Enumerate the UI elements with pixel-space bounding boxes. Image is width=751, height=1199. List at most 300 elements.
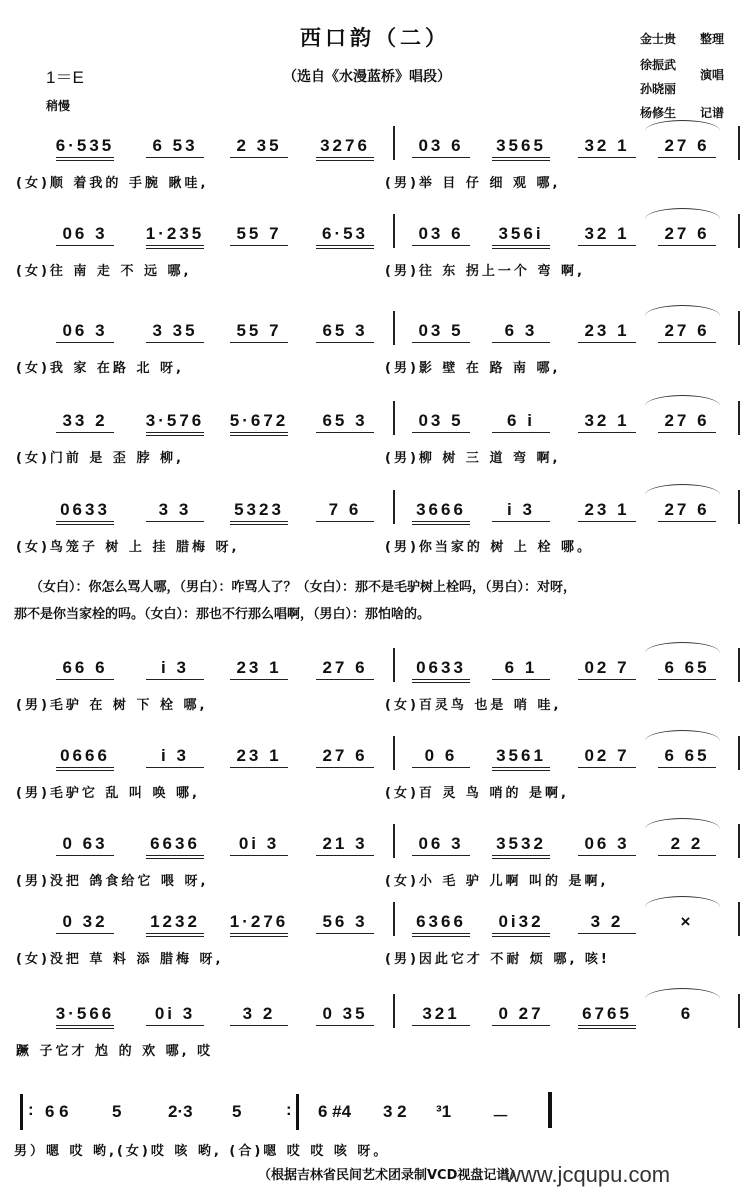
note-text: 65 3 bbox=[322, 321, 368, 340]
score-row bbox=[0, 746, 751, 826]
beam-line bbox=[658, 679, 715, 680]
note-group bbox=[566, 746, 648, 768]
beam-line bbox=[230, 432, 287, 433]
note-text: i 3 bbox=[161, 658, 189, 677]
note-group: 5 bbox=[232, 1102, 242, 1121]
note-group bbox=[134, 224, 216, 249]
beam-line bbox=[658, 432, 715, 433]
barline bbox=[738, 736, 740, 770]
barline bbox=[393, 902, 395, 936]
note-group bbox=[480, 321, 562, 343]
beam-line bbox=[316, 855, 373, 856]
note-group bbox=[44, 1004, 126, 1029]
spoken-dialogue: （女白）：你怎么骂人哪，（男白）：咋骂人了？（女白）：那不是毛驴树上栓吗，（男白）：对呀， bbox=[30, 580, 577, 595]
note-group bbox=[134, 1004, 216, 1026]
credit-name: 杨修生 bbox=[640, 106, 677, 120]
beam-line bbox=[230, 933, 287, 934]
note-text: 1232 bbox=[150, 912, 200, 931]
lyric-line: (女)我 家 在路 北 呀, bbox=[16, 361, 184, 376]
note-group bbox=[646, 321, 728, 343]
beam-line bbox=[230, 245, 287, 246]
note-group bbox=[480, 500, 562, 522]
barline bbox=[393, 401, 395, 435]
note-text: 0 6 bbox=[424, 746, 458, 765]
barline bbox=[738, 648, 740, 682]
note-text: 2 2 bbox=[670, 834, 704, 853]
note-group bbox=[480, 912, 562, 937]
note-text: i 3 bbox=[507, 500, 535, 519]
note-group bbox=[134, 500, 216, 522]
barline bbox=[393, 824, 395, 858]
lyric-line: (男)影 壁 在 路 南 哪, bbox=[385, 361, 561, 376]
note-group bbox=[44, 658, 126, 680]
credit-role: 记谱 bbox=[700, 106, 725, 120]
note-group bbox=[566, 1004, 648, 1029]
note-group: ³1 bbox=[436, 1102, 452, 1121]
barline bbox=[738, 401, 740, 435]
beam-line bbox=[230, 679, 287, 680]
lyric-line: 男）嗯 哎 哟,(女)哎 咳 哟, (合)嗯 哎 哎 咳 呀。 bbox=[14, 1144, 390, 1159]
lyric-line: (女)百灵鸟 也是 哨 哇, bbox=[385, 698, 562, 713]
beam-line bbox=[578, 1025, 635, 1026]
credit-name: 徐振武 bbox=[640, 58, 677, 72]
credit-name: 孙晓丽 bbox=[640, 82, 677, 96]
lyric-line: (男)举 目 仔 细 观 哪, bbox=[385, 176, 561, 191]
score-row bbox=[0, 500, 751, 580]
note-text: 23 1 bbox=[236, 658, 282, 677]
note-text: 27 6 bbox=[664, 321, 710, 340]
note-text: 3561 bbox=[496, 746, 546, 765]
note-text: 3532 bbox=[496, 834, 546, 853]
lyric-line: 蹶 子它才 尥 的 欢 哪, 哎 bbox=[16, 1044, 214, 1059]
beam-line bbox=[492, 770, 549, 771]
note-text: 27 6 bbox=[322, 658, 368, 677]
note-group bbox=[134, 411, 216, 436]
beam-line bbox=[316, 157, 373, 158]
note-group bbox=[304, 224, 386, 249]
spoken-dialogue: 那不是你当家栓的吗。（女白）：那也不行那么唱啊，（男白）：那怕啥的。 bbox=[14, 607, 431, 622]
lyric-line: (男)柳 树 三 道 弯 啊, bbox=[385, 451, 561, 466]
note-text: 0i 3 bbox=[154, 1004, 196, 1023]
barline bbox=[738, 126, 740, 160]
beam-line bbox=[56, 767, 113, 768]
beam-line bbox=[146, 245, 203, 246]
score-row bbox=[0, 321, 751, 401]
note-group bbox=[134, 746, 216, 768]
note-group: － bbox=[492, 1107, 509, 1126]
note-group bbox=[134, 834, 216, 859]
note-group bbox=[646, 136, 728, 158]
note-group bbox=[646, 912, 728, 932]
barline bbox=[738, 490, 740, 524]
beam-line bbox=[316, 1025, 373, 1026]
note-group bbox=[400, 224, 482, 246]
note-group bbox=[304, 658, 386, 680]
repeat-dots: : bbox=[28, 1100, 34, 1119]
beam-line bbox=[578, 245, 635, 246]
beam-line bbox=[658, 342, 715, 343]
note-group bbox=[400, 746, 482, 768]
note-text: 65 3 bbox=[322, 411, 368, 430]
beam-line bbox=[56, 521, 113, 522]
note-group bbox=[480, 834, 562, 859]
lyric-line: (男)毛驴 在 树 下 栓 哪, bbox=[16, 698, 208, 713]
beam-line bbox=[56, 157, 113, 158]
beam-line bbox=[316, 248, 373, 249]
note-text: 6 bbox=[680, 1004, 694, 1023]
note-group bbox=[44, 746, 126, 771]
source-note: （根据吉林省民间艺术团录制VCD视盘记谱） bbox=[258, 1168, 523, 1183]
lyric-line: (女)百 灵 鸟 哨的 是啊, bbox=[385, 786, 569, 801]
note-text: 02 7 bbox=[584, 746, 630, 765]
beam-line bbox=[492, 679, 549, 680]
lyric-line: (男)没把 鸽食给它 喂 呀, bbox=[16, 874, 209, 889]
note-text: 32 1 bbox=[584, 224, 630, 243]
beam-line bbox=[658, 767, 715, 768]
beam-line bbox=[492, 245, 549, 246]
barline bbox=[738, 311, 740, 345]
note-text: 6 3 bbox=[504, 321, 538, 340]
watermark: www.jcqupu.com bbox=[505, 1162, 671, 1187]
beam-line bbox=[146, 933, 203, 934]
note-text: 27 6 bbox=[664, 224, 710, 243]
lyric-line: (女)往 南 走 不 远 哪, bbox=[16, 264, 192, 279]
note-group bbox=[134, 321, 216, 343]
beam-line bbox=[146, 157, 203, 158]
beam-line bbox=[146, 1025, 203, 1026]
beam-line bbox=[146, 248, 203, 249]
beam-line bbox=[658, 245, 715, 246]
note-text: 33 2 bbox=[62, 411, 108, 430]
slur bbox=[645, 120, 720, 131]
note-group bbox=[218, 224, 300, 246]
note-group bbox=[304, 500, 386, 522]
beam-line bbox=[56, 524, 113, 525]
note-text: 03 6 bbox=[418, 224, 464, 243]
barline bbox=[738, 994, 740, 1028]
note-group: 2·3 bbox=[168, 1102, 193, 1121]
beam-line bbox=[492, 248, 549, 249]
note-text: 3666 bbox=[416, 500, 466, 519]
note-group bbox=[400, 500, 482, 525]
score-row bbox=[0, 411, 751, 491]
note-text: 27 6 bbox=[664, 136, 710, 155]
note-group bbox=[134, 658, 216, 680]
note-text: 5323 bbox=[234, 500, 284, 519]
note-text: 0i 3 bbox=[238, 834, 280, 853]
note-text: 23 1 bbox=[236, 746, 282, 765]
note-group: 3 2 bbox=[383, 1102, 407, 1121]
note-text: 6·53 bbox=[321, 224, 369, 243]
beam-line bbox=[146, 432, 203, 433]
note-text: 32 1 bbox=[584, 136, 630, 155]
beam-line bbox=[230, 1025, 287, 1026]
note-text: 0 32 bbox=[62, 912, 108, 931]
note-text: 0633 bbox=[416, 658, 466, 677]
note-group bbox=[400, 834, 482, 856]
beam-line bbox=[316, 245, 373, 246]
note-text: 3 2 bbox=[242, 1004, 276, 1023]
beam-line bbox=[492, 855, 549, 856]
repeat-start-barline bbox=[20, 1094, 23, 1130]
note-text: 56 3 bbox=[322, 912, 368, 931]
note-text: 5·672 bbox=[229, 411, 289, 430]
barline bbox=[738, 824, 740, 858]
note-text: 6 i bbox=[507, 411, 535, 430]
note-group bbox=[646, 500, 728, 522]
beam-line bbox=[492, 767, 549, 768]
beam-line bbox=[492, 521, 549, 522]
beam-line bbox=[146, 342, 203, 343]
beam-line bbox=[146, 855, 203, 856]
beam-line bbox=[316, 432, 373, 433]
beam-line bbox=[412, 933, 469, 934]
slur bbox=[645, 305, 720, 316]
note-group bbox=[44, 136, 126, 161]
beam-line bbox=[56, 1025, 113, 1026]
beam-line bbox=[658, 855, 715, 856]
note-text: 06 3 bbox=[62, 321, 108, 340]
note-text: 23 1 bbox=[584, 500, 630, 519]
note-group bbox=[44, 321, 126, 343]
beam-line bbox=[412, 682, 469, 683]
note-group bbox=[400, 321, 482, 343]
note-group bbox=[44, 411, 126, 433]
barline bbox=[393, 214, 395, 248]
note-group bbox=[218, 746, 300, 768]
note-group bbox=[566, 224, 648, 246]
note-group bbox=[44, 224, 126, 246]
lyric-line: (女)顺 着我的 手腕 瞅哇, bbox=[16, 176, 209, 191]
beam-line bbox=[56, 160, 113, 161]
note-text: 3 2 bbox=[590, 912, 624, 931]
note-text: 3565 bbox=[496, 136, 546, 155]
note-group bbox=[304, 321, 386, 343]
barline bbox=[393, 311, 395, 345]
note-text: 6765 bbox=[582, 1004, 632, 1023]
beam-line bbox=[316, 521, 373, 522]
note-group bbox=[480, 411, 562, 433]
score-row bbox=[0, 658, 751, 738]
note-text: 0633 bbox=[60, 500, 110, 519]
song-subtitle: （选自《水漫蓝桥》唱段） bbox=[283, 69, 451, 85]
beam-line bbox=[56, 855, 113, 856]
beam-line bbox=[492, 933, 549, 934]
beam-line bbox=[230, 342, 287, 343]
credit-role: 演唱 bbox=[700, 68, 725, 82]
note-group bbox=[218, 834, 300, 856]
beam-line bbox=[492, 157, 549, 158]
lyric-line: (男)毛驴它 乱 叫 唤 哪, bbox=[16, 786, 200, 801]
beam-line bbox=[230, 435, 287, 436]
note-text: 3·566 bbox=[55, 1004, 115, 1023]
note-group: 6 6 bbox=[45, 1102, 69, 1121]
note-group bbox=[400, 411, 482, 433]
barline bbox=[393, 648, 395, 682]
note-group bbox=[646, 746, 728, 768]
note-text: 21 3 bbox=[322, 834, 368, 853]
note-text: 1·235 bbox=[145, 224, 205, 243]
note-group bbox=[218, 912, 300, 937]
lyric-line: (女)鸟笼子 树 上 挂 腊梅 呀, bbox=[16, 540, 240, 555]
beam-line bbox=[412, 855, 469, 856]
beam-line bbox=[230, 521, 287, 522]
note-text: 32 1 bbox=[584, 411, 630, 430]
beam-line bbox=[56, 1028, 113, 1029]
lyric-line: (女)门前 是 歪 脖 柳, bbox=[16, 451, 184, 466]
note-group bbox=[400, 1004, 482, 1026]
note-text: 356i bbox=[498, 224, 544, 243]
note-group bbox=[566, 136, 648, 158]
beam-line bbox=[658, 157, 715, 158]
note-group bbox=[304, 411, 386, 433]
beam-line bbox=[578, 157, 635, 158]
note-group bbox=[566, 912, 648, 934]
note-text: 66 6 bbox=[62, 658, 108, 677]
note-group bbox=[134, 912, 216, 937]
note-group bbox=[400, 658, 482, 683]
note-group bbox=[480, 224, 562, 249]
beam-line bbox=[56, 245, 113, 246]
beam-line bbox=[412, 432, 469, 433]
note-text: 1·276 bbox=[229, 912, 289, 931]
note-group bbox=[218, 321, 300, 343]
note-text: 6 65 bbox=[664, 746, 710, 765]
note-group bbox=[646, 658, 728, 680]
note-text: 3 3 bbox=[158, 500, 192, 519]
beam-line bbox=[230, 936, 287, 937]
note-group bbox=[218, 1004, 300, 1026]
note-group bbox=[44, 500, 126, 525]
beam-line bbox=[658, 521, 715, 522]
beam-line bbox=[578, 342, 635, 343]
song-title: 西口韵（二） bbox=[300, 26, 450, 50]
score-row bbox=[0, 834, 751, 914]
beam-line bbox=[492, 160, 549, 161]
note-text: 23 1 bbox=[584, 321, 630, 340]
beam-line bbox=[412, 157, 469, 158]
note-text: 55 7 bbox=[236, 321, 282, 340]
beam-line bbox=[230, 157, 287, 158]
note-text: 0i32 bbox=[498, 912, 544, 931]
barline bbox=[738, 214, 740, 248]
note-text: 06 3 bbox=[584, 834, 630, 853]
beam-line bbox=[492, 936, 549, 937]
repeat-end-barline bbox=[296, 1094, 299, 1130]
beam-line bbox=[316, 767, 373, 768]
beam-line bbox=[578, 1028, 635, 1029]
beam-line bbox=[56, 770, 113, 771]
beam-line bbox=[146, 435, 203, 436]
beam-line bbox=[316, 679, 373, 680]
note-group bbox=[480, 1004, 562, 1026]
note-text: 0666 bbox=[60, 746, 110, 765]
beam-line bbox=[492, 1025, 549, 1026]
barline bbox=[393, 126, 395, 160]
note-text: 3·576 bbox=[145, 411, 205, 430]
note-group bbox=[566, 321, 648, 343]
beam-line bbox=[146, 521, 203, 522]
note-text: 3 35 bbox=[152, 321, 198, 340]
note-group bbox=[566, 500, 648, 522]
note-text: 6 1 bbox=[504, 658, 538, 677]
note-group bbox=[566, 658, 648, 680]
note-text: 321 bbox=[422, 1004, 460, 1023]
beam-line bbox=[412, 524, 469, 525]
note-text: × bbox=[680, 912, 694, 931]
note-group bbox=[400, 912, 482, 937]
note-text: i 3 bbox=[161, 746, 189, 765]
beam-line bbox=[230, 767, 287, 768]
score-row bbox=[0, 1004, 751, 1084]
note-text: 06 3 bbox=[62, 224, 108, 243]
note-group: 6 #4 bbox=[318, 1102, 352, 1121]
note-group bbox=[218, 500, 300, 525]
key-signature: 1＝E bbox=[46, 68, 84, 87]
beam-line bbox=[578, 679, 635, 680]
lyric-line: (女)小 毛 驴 儿啊 叫的 是啊, bbox=[385, 874, 609, 889]
beam-line bbox=[412, 342, 469, 343]
note-text: 6366 bbox=[416, 912, 466, 931]
beam-line bbox=[56, 933, 113, 934]
note-text: 27 6 bbox=[664, 411, 710, 430]
beam-line bbox=[412, 767, 469, 768]
beam-line bbox=[578, 855, 635, 856]
beam-line bbox=[578, 432, 635, 433]
beam-line bbox=[146, 679, 203, 680]
beam-line bbox=[412, 1025, 469, 1026]
lyric-line: (男)往 东 拐上一个 弯 啊, bbox=[385, 264, 585, 279]
beam-line bbox=[56, 432, 113, 433]
note-group bbox=[480, 746, 562, 771]
beam-line bbox=[412, 936, 469, 937]
note-text: 06 3 bbox=[418, 834, 464, 853]
beam-line bbox=[578, 767, 635, 768]
lyric-line: (男)你当家的 树 上 栓 哪。 bbox=[385, 540, 593, 555]
note-group bbox=[646, 1004, 728, 1024]
note-group bbox=[44, 912, 126, 934]
lyric-line: (女)没把 草 料 添 腊梅 呀, bbox=[16, 952, 224, 967]
beam-line bbox=[492, 342, 549, 343]
note-text: 0 35 bbox=[322, 1004, 368, 1023]
barline bbox=[393, 994, 395, 1028]
note-group bbox=[646, 834, 728, 856]
note-text: 6 53 bbox=[152, 136, 198, 155]
note-group bbox=[304, 136, 386, 161]
slur bbox=[645, 642, 720, 653]
note-group bbox=[480, 658, 562, 680]
note-group bbox=[134, 136, 216, 158]
note-group bbox=[646, 224, 728, 246]
beam-line bbox=[230, 855, 287, 856]
beam-line bbox=[412, 679, 469, 680]
note-group bbox=[304, 1004, 386, 1026]
credit-name: 金士贵 bbox=[640, 32, 677, 46]
note-group bbox=[218, 411, 300, 436]
note-text: 6636 bbox=[150, 834, 200, 853]
note-group bbox=[646, 411, 728, 433]
beam-line bbox=[578, 933, 635, 934]
note-text: 55 7 bbox=[236, 224, 282, 243]
note-group bbox=[566, 411, 648, 433]
note-group bbox=[304, 746, 386, 768]
note-group: 5 bbox=[112, 1102, 122, 1121]
beam-line bbox=[492, 432, 549, 433]
beam-line bbox=[56, 679, 113, 680]
tempo-marking: 稍慢 bbox=[46, 99, 71, 113]
note-text: 0 63 bbox=[62, 834, 108, 853]
beam-line bbox=[316, 160, 373, 161]
